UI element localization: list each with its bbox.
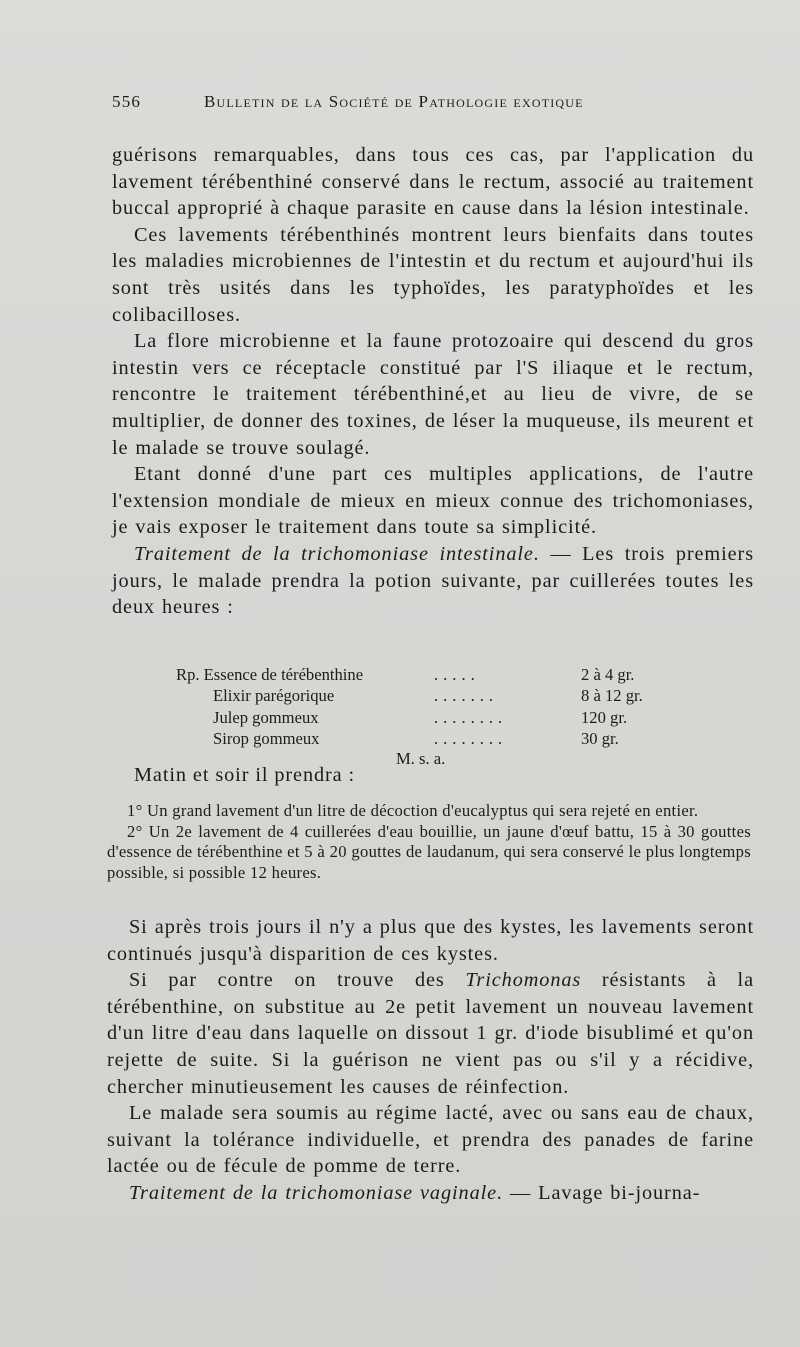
paragraph: Le malade sera soumis au régime lacté, avec ou sans eau de chaux, suivant la tolérance individuelle, et prendra des panades de farine lactée ou de fécule de pomme de terre. xyxy=(107,1102,754,1178)
leader-dots: ........ xyxy=(434,707,508,727)
paragraph: Ces lavements térébenthinés montrent leurs bienfaits dans toutes les maladies microbiennes de l'intestin et du rectum et aujourd'hui ils sont très usités dans les typhoïdes, les paratyphoïdes et les colibacilloses. xyxy=(112,223,754,326)
paragraph: guérisons remarquables, dans tous ces cas, par l'application du lavement térébenthiné conservé dans le rectum, associé au traitement buccal approprié à chaque parasite en cause dans la lésion intestinale. xyxy=(112,144,754,220)
leader-dots: ..... xyxy=(434,665,480,684)
paragraph-text: — Lavage bi-journa- xyxy=(503,1181,701,1204)
ingredient-name: Sirop gommeux xyxy=(213,728,320,748)
prescription-row xyxy=(176,664,696,685)
prescription-row xyxy=(176,685,696,706)
prescription-row xyxy=(176,707,696,728)
page-number: 556 xyxy=(112,92,142,111)
running-head: Bulletin de la Société de Pathologie exotique xyxy=(204,92,584,111)
instruction-item: 1° Un grand lavement d'un litre de décoction d'eucalyptus qui sera rejeté en entier. xyxy=(127,801,699,820)
main-text-top xyxy=(112,142,754,621)
paragraph xyxy=(107,1180,754,1207)
ingredient-name: Elixir parégorique xyxy=(213,686,335,706)
paragraph: Etant donné d'une part ces multiples applications, de l'autre l'extension mondiale de mieux en mieux connue des trichomoniases, je vais exposer le traitement dans toute sa simplicité. xyxy=(112,463,754,539)
prescription-row xyxy=(176,728,696,749)
main-text-bottom xyxy=(107,914,754,1207)
ingredient-dose: 120 gr. xyxy=(581,707,628,727)
ingredient-dose: 30 gr. xyxy=(581,728,619,748)
ingredient-dose: 8 à 12 gr. xyxy=(581,686,643,706)
paragraph xyxy=(107,967,754,1100)
leader-dots: ........ xyxy=(434,728,508,748)
paragraph-text: — Les trois premiers jours, le malade prendra la potion suivante, par cuillerées toutes les deux heures : xyxy=(112,542,754,619)
section-heading: Traitement de la trichomoniase vaginale. xyxy=(129,1181,504,1204)
instruction-list xyxy=(107,801,751,884)
prescription-signature: M. s. a. xyxy=(396,749,446,768)
leader-dots: ....... xyxy=(434,686,499,706)
instruction-lead: Matin et soir il prendra : xyxy=(134,764,356,786)
section-heading: Traitement de la trichomoniase intestinale. xyxy=(134,542,540,565)
paragraph xyxy=(112,541,754,621)
ingredient-dose: 2 à 4 gr. xyxy=(581,665,635,684)
ingredient-name: Rp. Essence de térébenthine xyxy=(176,665,364,684)
paragraph-text: résistants à la térébenthine, on substitue au 2e petit lavement un nouveau lavement d'un litre d'eau dans laquelle on dissout 1 gr. d'iode bisublimé et qu'on rejette de suite. Si la guérison ne vient pas ou s'il y a récidive, chercher minutieusement les causes de réinfection. xyxy=(107,969,754,1098)
paragraph: La flore microbienne et la faune protozoaire qui descend du gros intestin vers ce réceptacle constitué par l'S iliaque et le rectum, rencontre le traitement térébenthiné,et au lieu de vivre, de se multiplier, de donner des toxines, de léser la muqueuse, ils meurent et le malade se trouve soulagé. xyxy=(112,330,754,459)
instruction-item: 2° Un 2e lavement de 4 cuillerées d'eau bouillie, un jaune d'œuf battu, 15 à 30 gouttes d'essence de térébenthine et 5 à 20 gouttes de laudanum, qui sera conservé le plus longtemps possible, si possible 12 heures. xyxy=(107,821,751,883)
ingredient-name: Julep gommeux xyxy=(213,707,319,727)
prescription-table xyxy=(176,664,696,768)
paragraph-text: Si par contre on trouve des xyxy=(129,969,466,992)
paragraph: Si après trois jours il n'y a plus que des kystes, les lavements seront continués jusqu'à disparition de ces kystes. xyxy=(107,916,754,965)
italic-term: Trichomonas xyxy=(465,969,582,992)
